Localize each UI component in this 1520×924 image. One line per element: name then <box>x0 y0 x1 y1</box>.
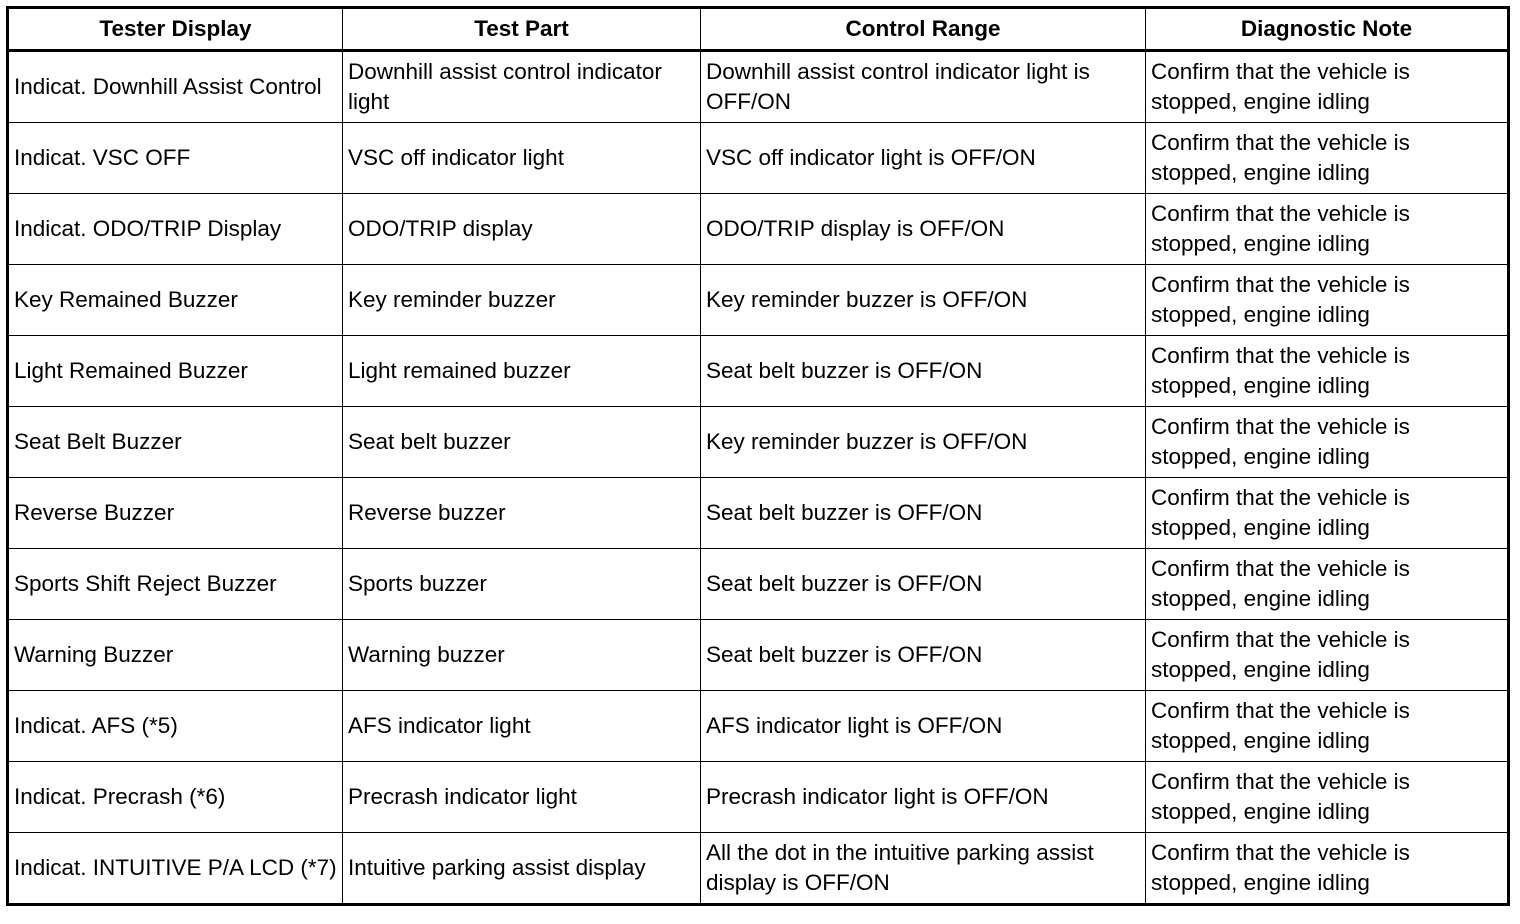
control-range-cell: Seat belt buzzer is OFF/ON <box>701 478 1146 549</box>
header-tester-display: Tester Display <box>8 8 343 51</box>
test-part-cell: Precrash indicator light <box>343 762 701 833</box>
control-range-cell: Seat belt buzzer is OFF/ON <box>701 549 1146 620</box>
table-row <box>8 620 1509 691</box>
control-range-cell: AFS indicator light is OFF/ON <box>701 691 1146 762</box>
table-row <box>8 833 1509 905</box>
test-part-cell: Light remained buzzer <box>343 336 701 407</box>
header-test-part: Test Part <box>343 8 701 51</box>
diagnostic-note-cell: Confirm that the vehicle is stopped, engine idling <box>1146 336 1509 407</box>
test-part-cell: Warning buzzer <box>343 620 701 691</box>
test-part-cell: AFS indicator light <box>343 691 701 762</box>
header-diagnostic-note: Diagnostic Note <box>1146 8 1509 51</box>
header-control-range: Control Range <box>701 8 1146 51</box>
control-range-cell: Seat belt buzzer is OFF/ON <box>701 620 1146 691</box>
test-part-cell: Sports buzzer <box>343 549 701 620</box>
tester-display-cell: Key Remained Buzzer <box>8 265 343 336</box>
tester-display-cell: Indicat. INTUITIVE P/A LCD (*7) <box>8 833 343 905</box>
test-part-cell: Intuitive parking assist display <box>343 833 701 905</box>
diagnostic-note-cell: Confirm that the vehicle is stopped, engine idling <box>1146 620 1509 691</box>
test-part-cell: ODO/TRIP display <box>343 194 701 265</box>
table-row <box>8 123 1509 194</box>
control-range-cell: Key reminder buzzer is OFF/ON <box>701 265 1146 336</box>
test-part-cell: Reverse buzzer <box>343 478 701 549</box>
control-range-cell: All the dot in the intuitive parking assist display is OFF/ON <box>701 833 1146 905</box>
diagnostic-note-cell: Confirm that the vehicle is stopped, engine idling <box>1146 833 1509 905</box>
tester-display-cell: Light Remained Buzzer <box>8 336 343 407</box>
diagnostic-table <box>6 6 1510 906</box>
table-row <box>8 51 1509 123</box>
diagnostic-note-cell: Confirm that the vehicle is stopped, engine idling <box>1146 407 1509 478</box>
tester-display-cell: Indicat. ODO/TRIP Display <box>8 194 343 265</box>
tester-display-cell: Indicat. VSC OFF <box>8 123 343 194</box>
tester-display-cell: Indicat. Downhill Assist Control <box>8 51 343 123</box>
diagnostic-note-cell: Confirm that the vehicle is stopped, engine idling <box>1146 194 1509 265</box>
control-range-cell: Precrash indicator light is OFF/ON <box>701 762 1146 833</box>
tester-display-cell: Indicat. Precrash (*6) <box>8 762 343 833</box>
control-range-cell: Key reminder buzzer is OFF/ON <box>701 407 1146 478</box>
diagnostic-note-cell: Confirm that the vehicle is stopped, engine idling <box>1146 265 1509 336</box>
table-row <box>8 407 1509 478</box>
diagnostic-note-cell: Confirm that the vehicle is stopped, engine idling <box>1146 691 1509 762</box>
tester-display-cell: Indicat. AFS (*5) <box>8 691 343 762</box>
diagnostic-note-cell: Confirm that the vehicle is stopped, engine idling <box>1146 762 1509 833</box>
table-row <box>8 691 1509 762</box>
control-range-cell: VSC off indicator light is OFF/ON <box>701 123 1146 194</box>
control-range-cell: ODO/TRIP display is OFF/ON <box>701 194 1146 265</box>
table-row <box>8 194 1509 265</box>
tester-display-cell: Sports Shift Reject Buzzer <box>8 549 343 620</box>
table-row <box>8 336 1509 407</box>
test-part-cell: VSC off indicator light <box>343 123 701 194</box>
tester-display-cell: Seat Belt Buzzer <box>8 407 343 478</box>
diagnostic-note-cell: Confirm that the vehicle is stopped, engine idling <box>1146 549 1509 620</box>
tester-display-cell: Warning Buzzer <box>8 620 343 691</box>
test-part-cell: Seat belt buzzer <box>343 407 701 478</box>
diagnostic-note-cell: Confirm that the vehicle is stopped, engine idling <box>1146 478 1509 549</box>
test-part-cell: Key reminder buzzer <box>343 265 701 336</box>
control-range-cell: Seat belt buzzer is OFF/ON <box>701 336 1146 407</box>
tester-display-cell: Reverse Buzzer <box>8 478 343 549</box>
control-range-cell: Downhill assist control indicator light is OFF/ON <box>701 51 1146 123</box>
table-row <box>8 549 1509 620</box>
diagnostic-note-cell: Confirm that the vehicle is stopped, engine idling <box>1146 51 1509 123</box>
header-row <box>8 8 1509 51</box>
table-row <box>8 478 1509 549</box>
test-part-cell: Downhill assist control indicator light <box>343 51 701 123</box>
table-row <box>8 762 1509 833</box>
diagnostic-note-cell: Confirm that the vehicle is stopped, engine idling <box>1146 123 1509 194</box>
table-row <box>8 265 1509 336</box>
